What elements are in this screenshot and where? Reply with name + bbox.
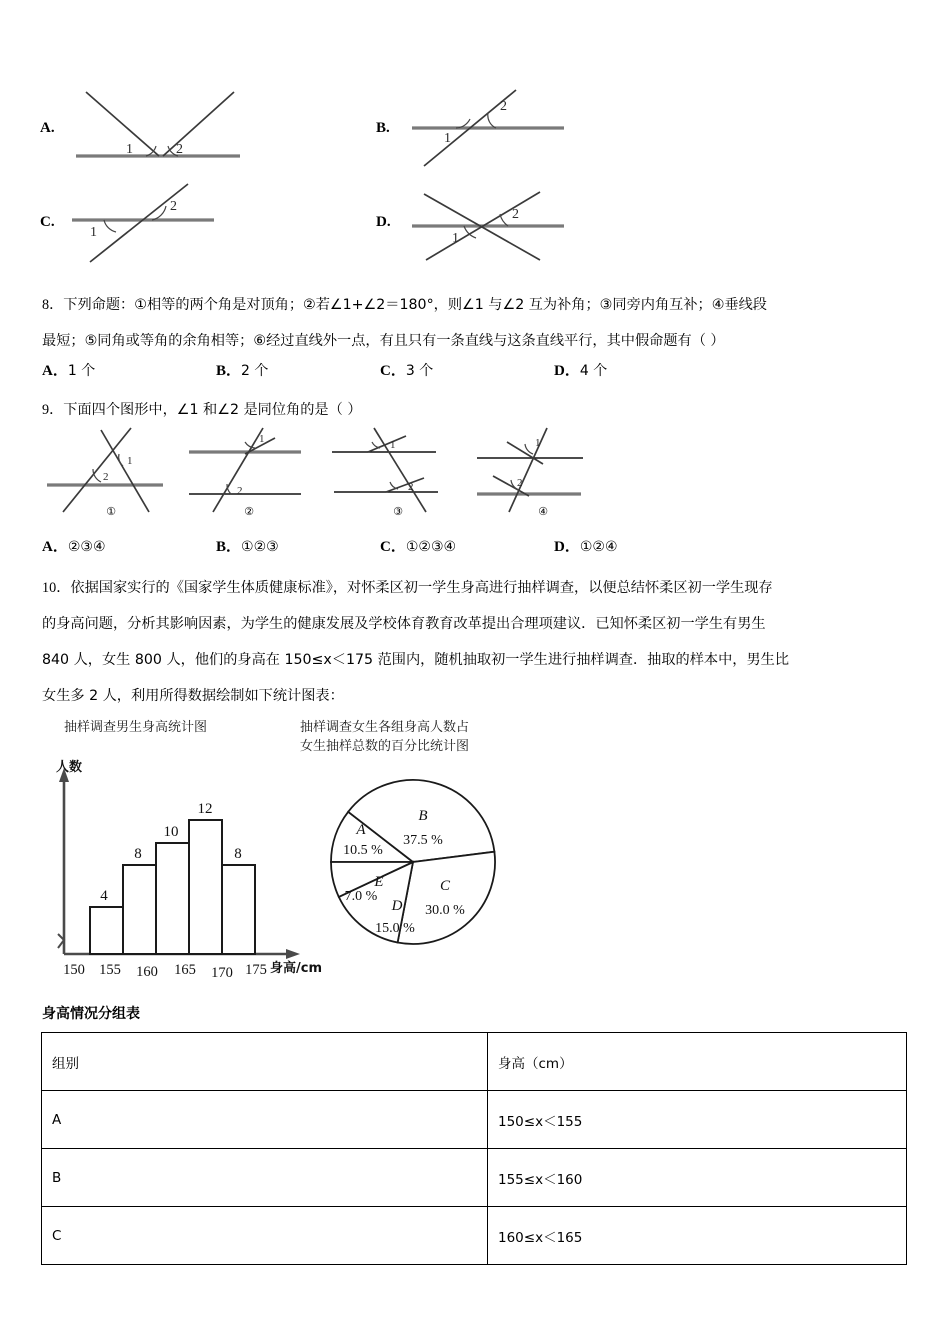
table-cell-group-a: A bbox=[42, 1091, 488, 1149]
question-9-choices bbox=[42, 535, 908, 565]
pie-label-B: B bbox=[418, 808, 428, 824]
pie-label-D: D bbox=[391, 898, 403, 914]
q8-text-1: 下列命题：①相等的两个角是对顶角；②若∠1+∠2＝180°，则∠1 与∠2 互为补角；③同旁内角互补；④垂线段 bbox=[63, 297, 767, 313]
q8-line-2: 最短；⑤同角或等角的余角相等；⑥经过直线外一点，有且只有一条直线与这条直线平行，其中假命题有（ ） bbox=[42, 333, 725, 349]
table-cell-group-c: C bbox=[42, 1207, 488, 1265]
bar-chart-title: 抽样调查男生身高统计图 bbox=[64, 720, 208, 735]
angle-label-2: 2 bbox=[512, 207, 519, 222]
option-b-figure bbox=[404, 84, 594, 172]
question-10 bbox=[42, 570, 908, 714]
q9-figure-4-caption: ④ bbox=[538, 505, 548, 518]
q9-choice-c[interactable] bbox=[380, 535, 456, 556]
question-9 bbox=[42, 392, 908, 428]
angle-label-2: 2 bbox=[237, 485, 243, 497]
pie-chart bbox=[300, 762, 526, 962]
height-group-table bbox=[41, 1032, 907, 1265]
angle-label-2: 2 bbox=[103, 471, 109, 483]
q9-choice-b-text: ①②③ bbox=[241, 539, 279, 555]
x-axis-label: 身高/cm bbox=[270, 961, 323, 976]
q10-line-3: 840 人，女生 800 人，他们的身高在 150≤x＜175 范围内，随机抽取初一学生进行抽样调查．抽取的样本中，男生比 bbox=[42, 652, 790, 668]
q9-choice-c-label: C． bbox=[380, 539, 406, 555]
q8-choices bbox=[42, 359, 908, 389]
angle-label-1: 1 bbox=[535, 437, 541, 449]
option-c-figure bbox=[64, 180, 254, 268]
table-caption: 身高情况分组表 bbox=[42, 1006, 140, 1022]
q9-figure-2 bbox=[183, 424, 315, 516]
table-cell-height-c: 160≤x＜165 bbox=[488, 1207, 907, 1265]
pie-value-A: 10.5 % bbox=[343, 843, 383, 858]
question-8 bbox=[42, 287, 908, 389]
xtick-175: 175 bbox=[245, 962, 267, 978]
bar-value-0: 4 bbox=[100, 888, 108, 904]
angle-label-1: 1 bbox=[390, 439, 396, 451]
xtick-150: 150 bbox=[63, 962, 85, 978]
table-header-row bbox=[42, 1033, 907, 1091]
bar-value-4: 8 bbox=[234, 846, 242, 862]
table-header-group: 组别 bbox=[42, 1033, 488, 1091]
q8-choice-d-text: 4 个 bbox=[579, 363, 608, 379]
q10-line-4: 女生多 2 人，利用所得数据绘制如下统计图表： bbox=[42, 688, 344, 704]
y-axis-label: 人数 bbox=[56, 759, 83, 775]
table-row bbox=[42, 1207, 907, 1265]
q9-figure-3-caption: ③ bbox=[393, 505, 403, 518]
q9-line-1 bbox=[42, 392, 908, 428]
pie-value-C: 30.0 % bbox=[425, 903, 465, 918]
xtick-165: 165 bbox=[174, 962, 196, 978]
q8-choice-d[interactable] bbox=[554, 359, 607, 380]
pie-label-A: A bbox=[356, 822, 366, 838]
option-a-label: A. bbox=[40, 120, 55, 136]
option-d-label: D. bbox=[376, 214, 391, 230]
q9-choice-b[interactable] bbox=[216, 535, 279, 556]
q8-choice-b-text: 2 个 bbox=[241, 363, 269, 379]
bar-value-1: 8 bbox=[134, 846, 142, 862]
xtick-160: 160 bbox=[136, 964, 158, 980]
q10-line-2: 的身高问题，分析其影响因素，为学生的健康发展及学校体育教育改革提出合理项建议．已知怀柔区初一学生有男生 bbox=[42, 616, 766, 632]
q9-choice-a-label: A． bbox=[42, 539, 68, 555]
pie-label-C: C bbox=[439, 878, 451, 894]
bar-chart bbox=[42, 758, 342, 983]
q9-choices bbox=[42, 535, 908, 565]
xtick-170: 170 bbox=[211, 965, 233, 981]
bar-value-3: 12 bbox=[197, 801, 213, 817]
angle-label-1: 1 bbox=[90, 225, 97, 240]
q10-number: 10． bbox=[42, 580, 71, 596]
q9-prompt: 下面四个图形中，∠1 和∠2 是同位角的是（ ） bbox=[63, 402, 362, 418]
q10-line-1 bbox=[42, 570, 908, 606]
q8-choice-d-label: D． bbox=[554, 363, 580, 379]
q9-choice-c-text: ①②③④ bbox=[405, 539, 457, 555]
q9-choice-d-label: D． bbox=[554, 539, 580, 555]
q10-text-1: 依据国家实行的《国家学生体质健康标准》，对怀柔区初一学生身高进行抽样调查，以便总结怀柔区初一学生现存 bbox=[70, 580, 773, 596]
option-d-figure bbox=[404, 180, 594, 268]
q8-choice-a-label: A． bbox=[42, 363, 68, 379]
q8-choice-a-text: 1 个 bbox=[67, 363, 96, 379]
bar-160-165 bbox=[156, 843, 189, 954]
q8-choice-c-text: 3 个 bbox=[405, 363, 434, 379]
pie-value-E: 7.0 % bbox=[344, 889, 378, 904]
q9-figure-3 bbox=[328, 424, 468, 516]
bar-150-155 bbox=[90, 907, 123, 954]
pie-chart-title: 抽样调查女生各组身高人数占 女生抽样总数的百分比统计图 bbox=[300, 720, 470, 754]
q9-choice-d[interactable] bbox=[554, 535, 618, 556]
q9-choice-b-label: B． bbox=[216, 539, 242, 555]
q8-choice-b[interactable] bbox=[216, 359, 268, 380]
angle-label-1: 1 bbox=[259, 433, 265, 445]
pie-label-E: E bbox=[374, 874, 384, 890]
pie-value-D: 15.0 % bbox=[375, 921, 415, 936]
angle-label-1: 1 bbox=[452, 231, 459, 246]
angle-label-1: 1 bbox=[127, 455, 133, 467]
q8-number: 8． bbox=[42, 297, 64, 313]
angle-label-2: 2 bbox=[176, 142, 183, 157]
bar-value-2: 10 bbox=[163, 824, 179, 840]
question7-option-figures bbox=[40, 84, 640, 264]
q9-figure-2-caption: ② bbox=[244, 505, 254, 518]
q8-choice-c[interactable] bbox=[380, 359, 433, 380]
table-cell-height-b: 155≤x＜160 bbox=[488, 1149, 907, 1207]
question9-figures bbox=[45, 424, 665, 532]
option-b-label: B. bbox=[376, 120, 390, 136]
option-c-label: C. bbox=[40, 214, 55, 230]
bar-165-170 bbox=[189, 820, 222, 954]
q8-choice-c-label: C． bbox=[380, 363, 406, 379]
statistics-figures bbox=[42, 714, 562, 984]
bar-155-160 bbox=[123, 865, 156, 954]
table-header-height: 身高（cm） bbox=[488, 1033, 907, 1091]
xtick-155: 155 bbox=[99, 962, 121, 978]
angle-label-1: 1 bbox=[126, 142, 133, 157]
table-cell-height-a: 150≤x＜155 bbox=[488, 1091, 907, 1149]
table-row bbox=[42, 1149, 907, 1207]
pie-value-B: 37.5 % bbox=[403, 833, 443, 848]
q9-figure-4 bbox=[473, 424, 613, 516]
q8-choice-a[interactable] bbox=[42, 359, 95, 380]
angle-label-2: 2 bbox=[517, 477, 523, 489]
q9-choice-d-text: ①②④ bbox=[579, 539, 618, 555]
q9-figure-1-caption: ① bbox=[106, 505, 116, 518]
table-cell-group-b: B bbox=[42, 1149, 488, 1207]
angle-label-2: 2 bbox=[500, 99, 507, 114]
q9-choice-a[interactable] bbox=[42, 535, 106, 556]
q9-figure-1 bbox=[45, 424, 177, 516]
option-a-figure bbox=[64, 84, 254, 172]
q8-line-1 bbox=[42, 287, 908, 323]
table-row bbox=[42, 1091, 907, 1149]
angle-label-2: 2 bbox=[408, 481, 414, 493]
angle-label-2: 2 bbox=[170, 199, 177, 214]
q9-number: 9． bbox=[42, 402, 64, 418]
q8-choice-b-label: B． bbox=[216, 363, 242, 379]
q9-choice-a-text: ②③④ bbox=[67, 539, 106, 555]
bar-170-175 bbox=[222, 865, 255, 954]
angle-label-1: 1 bbox=[444, 131, 451, 146]
